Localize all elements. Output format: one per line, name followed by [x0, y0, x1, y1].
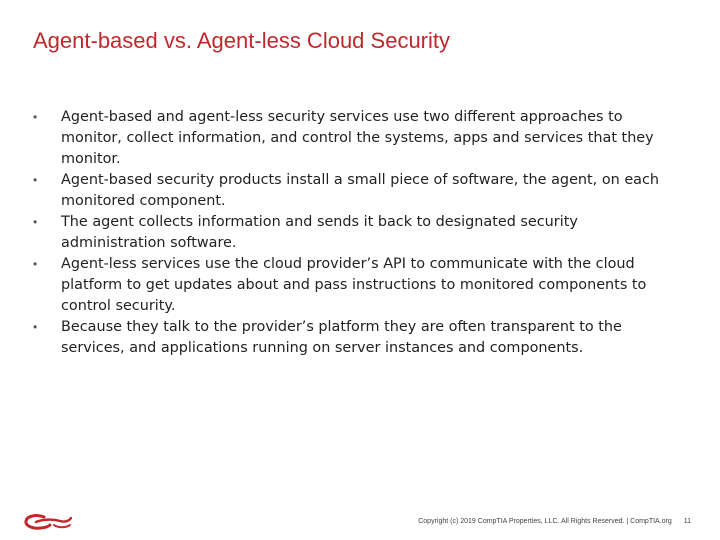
bullet-text: Agent-based security products install a small piece of software, the agent, on each monitored component.	[61, 172, 660, 209]
comptia-logo-icon	[24, 513, 74, 531]
bullet-item	[33, 254, 673, 317]
bullet-item	[33, 212, 673, 254]
bullet-item	[33, 170, 673, 212]
bullet-dot: •	[33, 257, 38, 271]
bullet-item	[33, 107, 673, 170]
bullet-dot: •	[33, 173, 38, 187]
bullet-dot: •	[33, 110, 38, 124]
bullet-text: Agent-based and agent-less security services use two different approaches to monitor, collect information, and control the systems, apps and services that they monitor.	[61, 109, 654, 167]
footer-copyright: Copyright (c) 2019 CompTIA Properties, LLC. All Rights Reserved. | CompTIA.org	[418, 518, 672, 525]
comptia-logo-svg	[24, 513, 74, 531]
bullet-text: Agent-less services use the cloud provider’s API to communicate with the cloud platform to get updates about and pass instructions to monitored components to control security.	[61, 256, 647, 314]
bullet-text: The agent collects information and sends it back to designated security administration software.	[61, 214, 578, 251]
footer	[418, 518, 691, 525]
bullet-dot: •	[33, 215, 38, 229]
bullet-item	[33, 317, 673, 359]
slide-title: Agent-based vs. Agent-less Cloud Security	[33, 28, 451, 53]
bullet-list	[33, 107, 673, 359]
bullet-dot: •	[33, 320, 38, 334]
page-number: 11	[683, 518, 691, 525]
bullet-text: Because they talk to the provider’s platform they are often transparent to the services, and applications running on server instances and components.	[61, 319, 622, 356]
